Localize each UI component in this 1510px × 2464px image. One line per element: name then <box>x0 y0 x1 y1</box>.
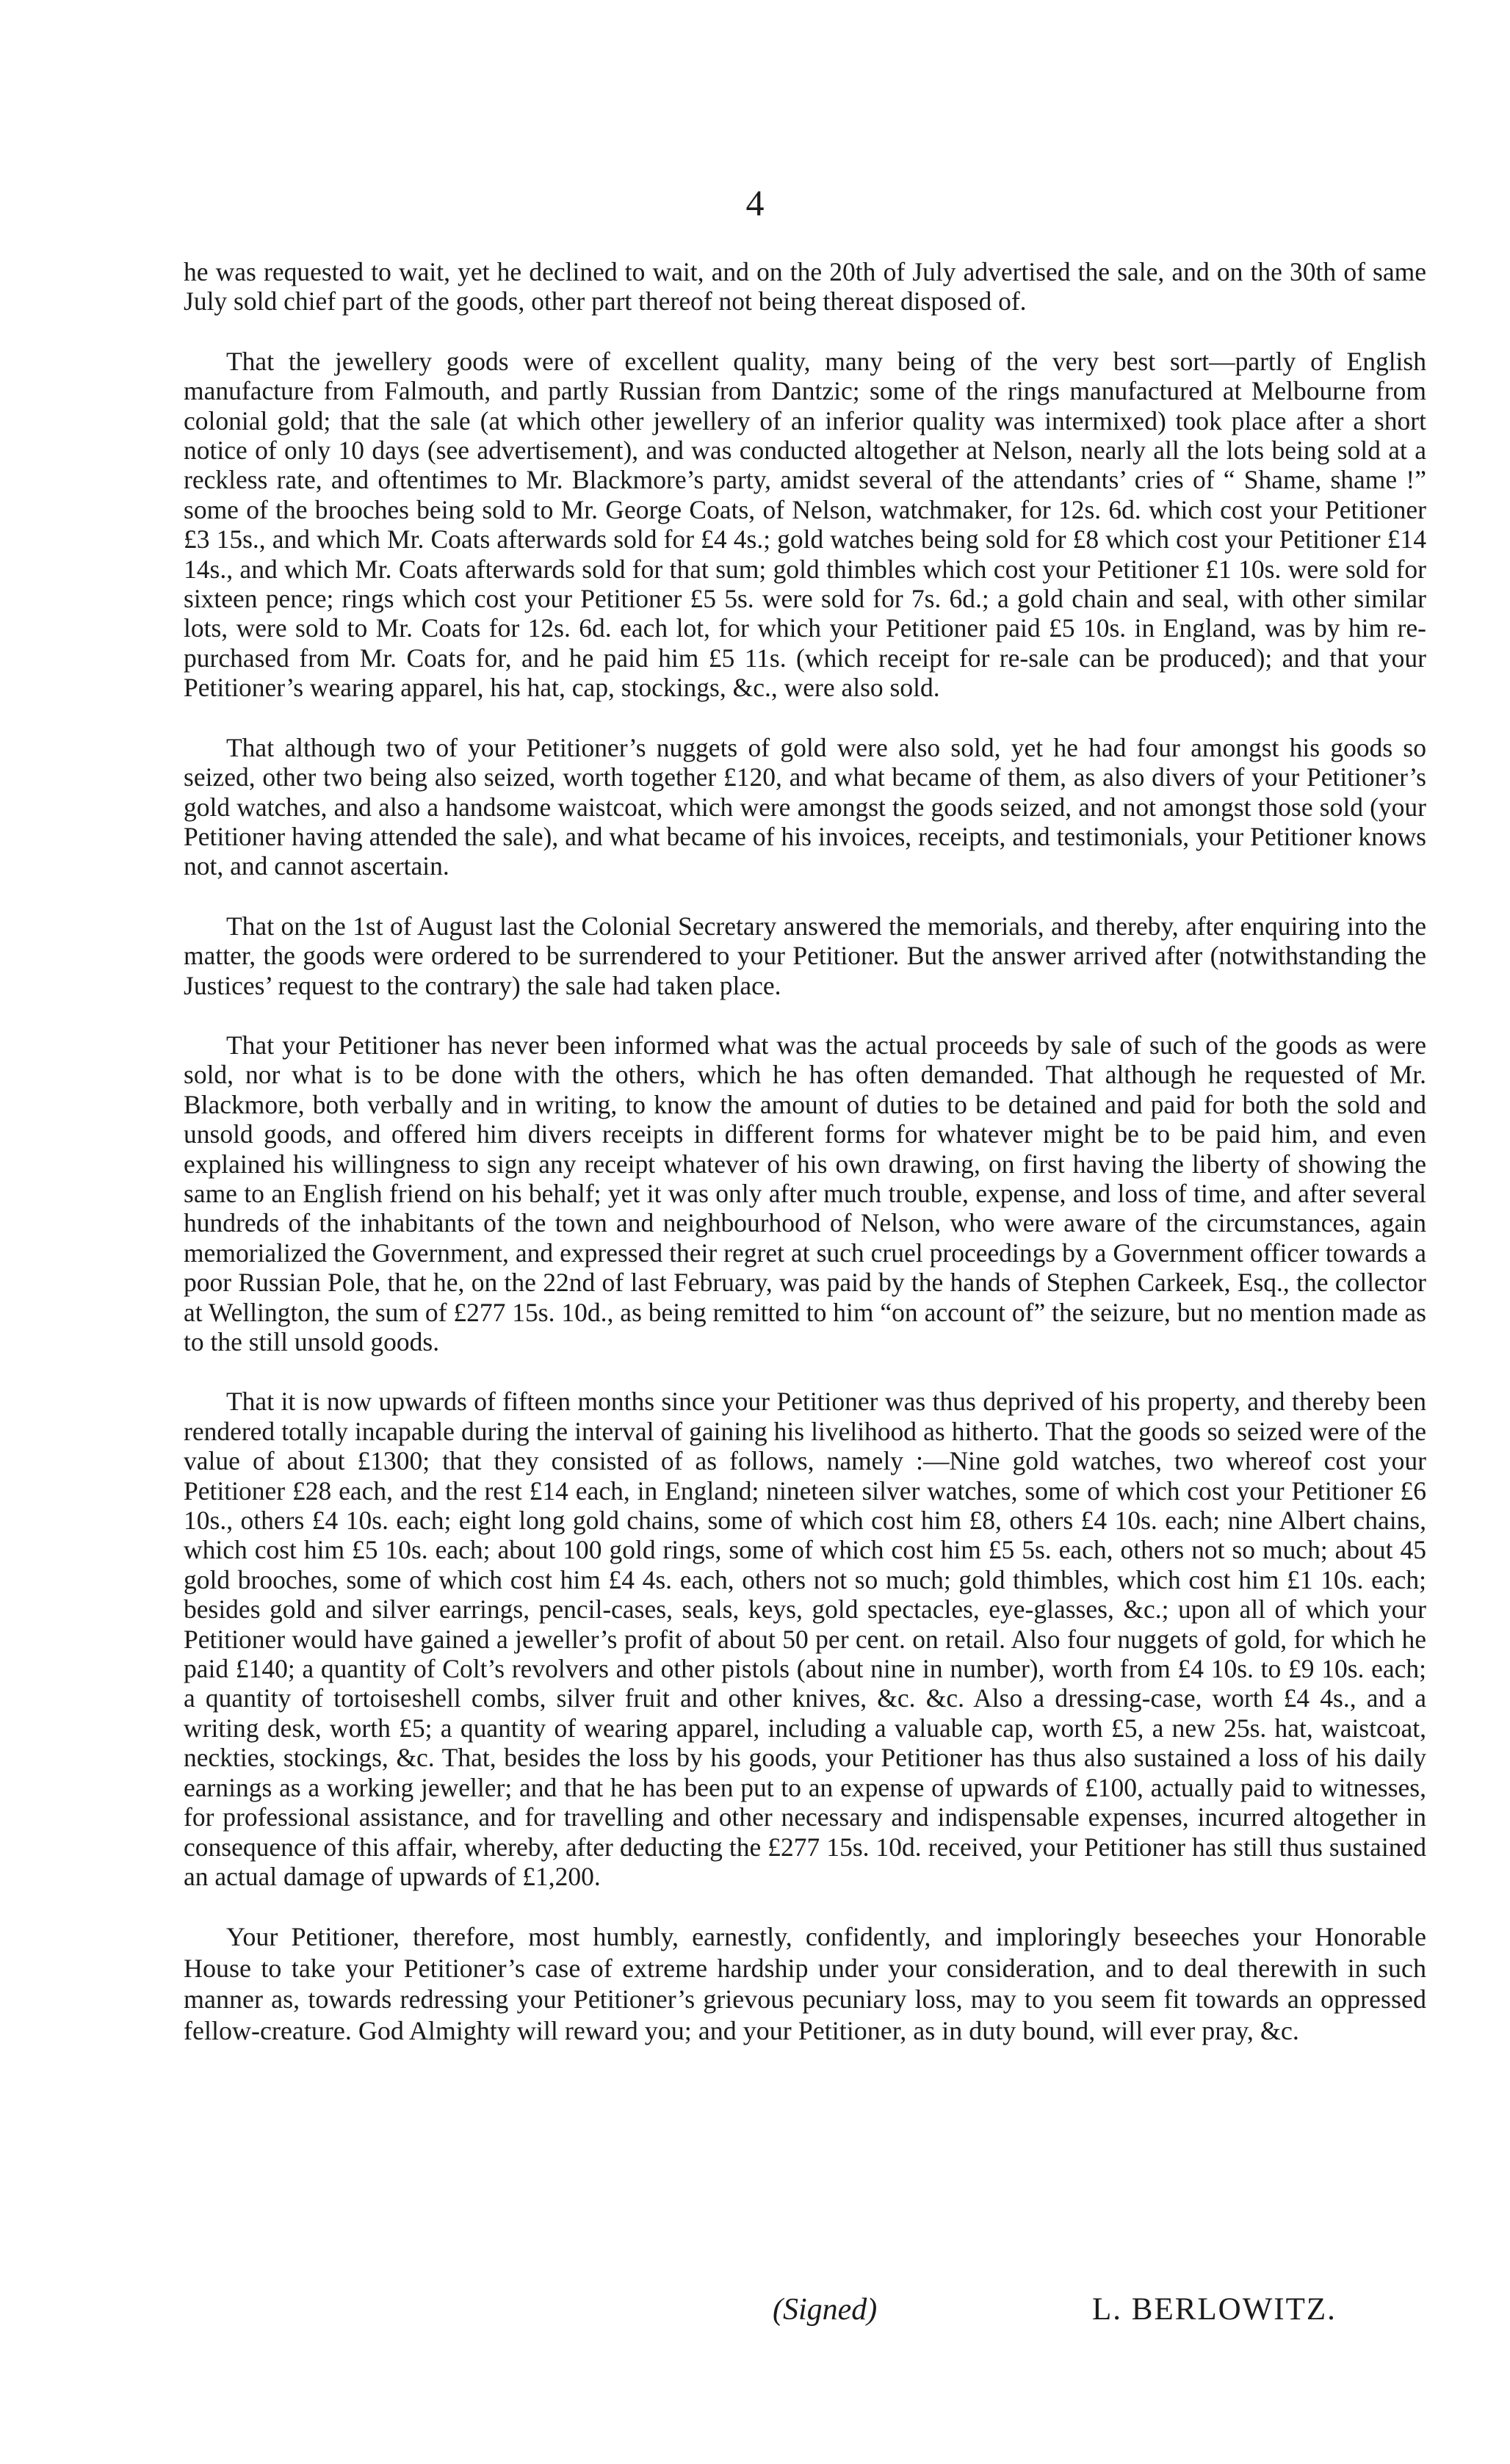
paragraph-jewellery-sale: That the jewellery goods were of excellent quality, many being of the very best sort—partly of English manufacture from Falmouth, and partly Russian from Dantzic; some of the rings manufactured at Melbourne from colonial gold; that the sale (at which other jewellery of an inferior quality was intermixed) took place after a short notice of only 10 days (see advertisement), and was conducted altogether at Nelson, nearly all the lots being sold at a reckless rate, and oftentimes to Mr. Blackmore’s party, amidst several of the attendants’ cries of “ Shame, shame !” some of the brooches being sold to Mr. George Coats, of Nelson, watchmaker, for 12s. 6d. which cost your Petitioner £3 15s., and which Mr. Coats afterwards sold for £4 4s.; gold watches being sold for £8 which cost your Petitioner £14 14s., and which Mr. Coats afterwards sold for that sum; gold thimbles which cost your Petitioner £1 10s. were sold for sixteen pence; rings which cost your Petitioner £5 5s. were sold for 7s. 6d.; a gold chain and seal, with other similar lots, were sold to Mr. Coats for 12s. 6d. each lot, for which your Petitioner paid £5 10s. in England, was by him re-purchased from Mr. Coats for, and he paid him £5 11s. (which receipt for re-sale can be produced); and that your Petitioner’s wearing apparel, his hat, cap, stockings, &c., were also sold. <box>184 346 1426 703</box>
paragraph-losses: That it is now upwards of fifteen months since your Petitioner was thus deprived of his property, and thereby been rendered totally incapable during the interval of gaining his livelihood as hitherto. That the goods so seized were of the value of about £1300; that they consisted of as follows, namely :—Nine gold watches, two whereof cost your Petitioner £28 each, and the rest £14 each, in England; nineteen silver watches, some of which cost your Petitioner £6 10s., others £4 10s. each; eight long gold chains, some of which cost him £8, others £4 10s. each; nine Albert chains, which cost him £5 10s. each; about 100 gold rings, some of which cost him £5 5s. each, others not so much; about 45 gold brooches, some of which cost him £4 4s. each, others not so much; gold thimbles, which cost him £1 10s. each; besides gold and silver earrings, pencil-cases, seals, keys, gold spectacles, eye-glasses, &c.; upon all of which your Petitioner would have gained a jeweller’s profit of about 50 per cent. on retail. Also four nuggets of gold, for which he paid £140; a quantity of Colt’s revolvers and other pistols (about nine in number), worth from £4 10s. to £9 10s. each; a quantity of tortoiseshell combs, silver fruit and other knives, &c. &c. Also a dressing-case, worth £4 4s., and a writing desk, worth £5; a quantity of wearing apparel, including a valuable cap, worth £5, a new 25s. hat, waistcoat, neckties, stockings, &c. That, besides the loss by his goods, your Petitioner has thus also sustained a loss of his daily earnings as a working jeweller; and that he has been put to an expense of upwards of £100, actually paid to witnesses, for professional assistance, and for travelling and other necessary and indispensable expenses, incurred altogether in consequence of this affair, whereby, after deducting the £277 15s. 10d. received, your Petitioner has still thus sustained an actual damage of upwards of £1,200. <box>184 1387 1426 1891</box>
paragraph-nuggets: That although two of your Petitioner’s nuggets of gold were also sold, yet he had four amongst his goods so seized, other two being also seized, worth together £120, and what became of them, as also divers of your Petitioner’s gold watches, and also a handsome waistcoat, which were amongst the goods seized, and not amongst those sold (your Petitioner having attended the sale), and what became of his invoices, receipts, and testimonials, your Petitioner knows not, and cannot ascertain. <box>184 732 1426 881</box>
petition-body <box>184 257 1426 2046</box>
paragraph-continuation: he was requested to wait, yet he declined to wait, and on the 20th of July advertised the sale, and on the 30th of same July sold chief part of the goods, other part thereof not being thereat disposed of. <box>184 257 1426 317</box>
paragraph-prayer: Your Petitioner, therefore, most humbly, earnestly, confidently, and imploringly beseeches your Honorable House to take your Petitioner’s case of extreme hardship under your consideration, and to deal therewith in such manner as, towards redressing your Petitioner’s grievous pecuniary loss, may to you seem fit towards an oppressed fellow-creature. God Almighty will reward you; and your Petitioner, as in duty bound, will ever pray, &c. <box>184 1922 1426 2045</box>
signature-block <box>0 2289 1510 2333</box>
signer-name: L. BERLOWITZ. <box>1092 2292 1337 2327</box>
paragraph-colonial-secretary: That on the 1st of August last the Colonial Secretary answered the memorials, and thereby, after enquiring into the matter, the goods were ordered to be surrendered to your Petitioner. But the answer arrived after (notwithstanding the Justices’ request to the contrary) the sale had taken place. <box>184 911 1426 1000</box>
signed-label: (Signed) <box>773 2293 878 2327</box>
page-number: 4 <box>745 182 765 223</box>
paragraph-proceeds: That your Petitioner has never been informed what was the actual proceeds by sale of such of the goods as were sold, nor what is to be done with the others, which he has often demanded. That although he requested of Mr. Blackmore, both verbally and in writing, to know the amount of duties to be detained and paid for both the sold and unsold goods, and offered him divers receipts in different forms for whatever might be to be paid him, and even explained his willingness to sign any receipt whatever of his own drawing, on first having the liberty of showing the same to an English friend on his behalf; yet it was only after much trouble, expense, and loss of time, and after several hundreds of the inhabitants of the town and neighbourhood of Nelson, who were aware of the circumstances, again memorialized the Government, and expressed their regret at such cruel proceedings by a Government officer towards a poor Russian Pole, that he, on the 22nd of last February, was paid by the hands of Stephen Carkeek, Esq., the collector at Wellington, the sum of £277 15s. 10d., as being remitted to him “on account of” the seizure, but no mention made as to the still unsold goods. <box>184 1030 1426 1356</box>
